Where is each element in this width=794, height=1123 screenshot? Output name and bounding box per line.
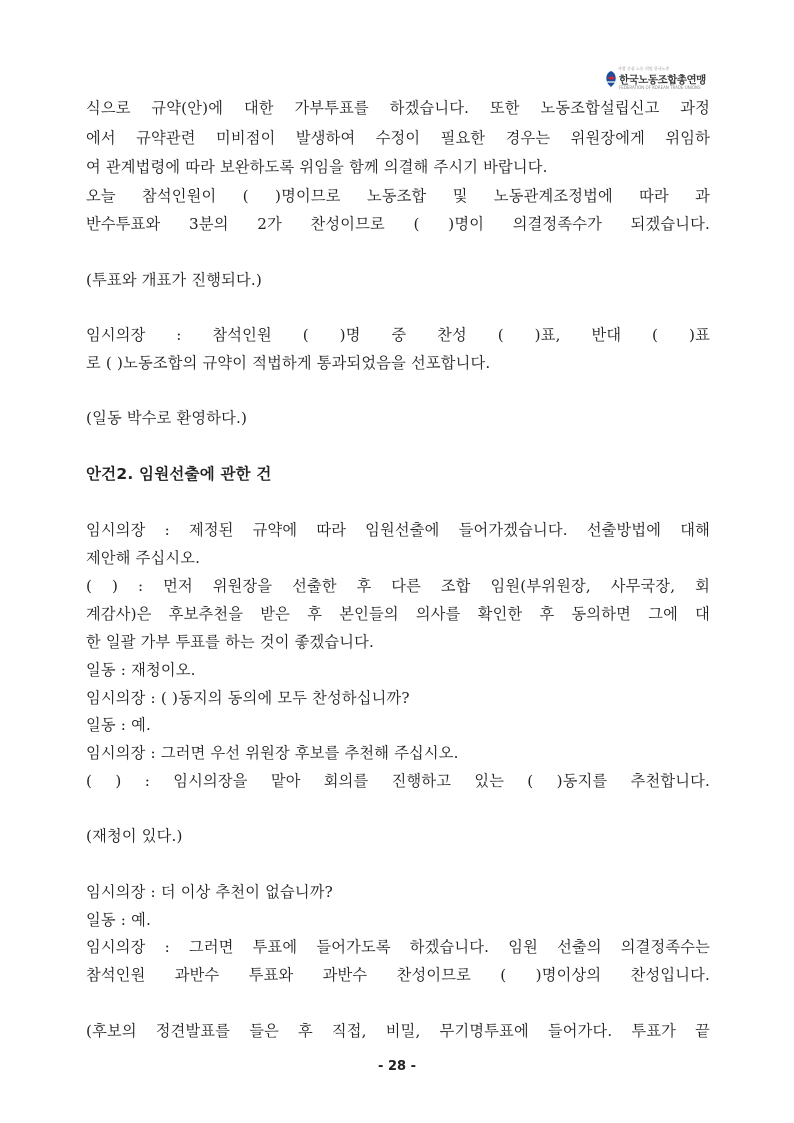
body-line: 한 일괄 가부 투표를 하는 것이 좋겠습니다. (86, 633, 375, 651)
body-line: 일동 : 예. (86, 716, 152, 734)
body-line: (후보의 정견발표를 들은 후 직접, 비밀, 무기명투표에 들어가다. 투표가 끝 (86, 1022, 710, 1040)
body-line: 반수투표와 3분의 2가 찬성이므로 ( )명이 의결정족수가 되겠습니다. (86, 215, 710, 233)
body-line: 여 관계법령에 따라 보완하도록 위임을 함께 의결해 주시기 바랍니다. (86, 158, 548, 176)
body-line: 임시의장 : 그러면 우선 위원장 후보를 추천해 주십시오. (86, 744, 459, 762)
logo-name: 한국노동조합총연맹 (619, 74, 706, 86)
body-line: 임시의장 : 제정된 규약에 따라 임원선출에 들어가겠습니다. 선출방법에 대해 (86, 521, 710, 539)
body-line: 임시의장 : 더 이상 추천이 없습니까? (86, 883, 333, 901)
stage-direction: (투표와 개표가 진행되다.) (86, 271, 263, 289)
body-line: 계감사)은 후보추천을 받은 후 본인들의 의사를 확인한 후 동의하면 그에 대 (86, 605, 710, 623)
body-line: ( ) : 임시의장을 맡아 회의를 진행하고 있는 ( )동지를 추천합니다. (86, 772, 710, 790)
body-line: 임시의장 : ( )동지의 동의에 모두 찬성하십니까? (86, 689, 410, 707)
page-number: - 28 - (378, 1059, 416, 1074)
logo-tagline: 사람 중심 노동 희망 한국노총 (618, 66, 670, 71)
body-line: ( ) : 먼저 위원장을 선출한 후 다른 조합 임원(부위원장, 사무국장, 회 (86, 577, 710, 595)
body-line: 일동 : 예. (86, 911, 152, 929)
body-line: 임시의장 : 그러면 투표에 들어가도록 하겠습니다. 임원 선출의 의결정족수는 (86, 938, 710, 956)
body-line: 오늘 참석인원이 ( )명이므로 노동조합 및 노동관계조정법에 따라 과 (86, 187, 710, 205)
body-line: 로 ( )노동조합의 규약이 적법하게 통과되었음을 선포합니다. (86, 354, 491, 372)
agenda-heading: 안건2. 임원선출에 관한 건 (86, 465, 272, 483)
body-line: 임시의장 : 참석인원 ( )명 중 찬성 ( )표, 반대 ( )표 (86, 326, 710, 344)
body-line: 에서 규약관련 미비점이 발생하여 수정이 필요한 경우는 위원장에게 위임하 (86, 129, 710, 147)
body-line: 일동 : 재청이오. (86, 661, 196, 679)
logo-emblem-icon (604, 70, 618, 88)
stage-direction: (일동 박수로 환영하다.) (86, 409, 248, 427)
logo-english: FEDERATION OF KOREAN TRADE UNIONS (619, 85, 701, 90)
body-line: 참석인원 과반수 투표와 과반수 찬성이므로 ( )명이상의 찬성입니다. (86, 966, 710, 984)
body-line: 제안해 주십시오. (86, 549, 201, 567)
stage-direction: (재청이 있다.) (86, 827, 183, 845)
body-line: 식으로 규약(안)에 대한 가부투표를 하겠습니다. 또한 노동조합설립신고 과정 (86, 99, 710, 117)
kctu-logo (604, 66, 716, 92)
